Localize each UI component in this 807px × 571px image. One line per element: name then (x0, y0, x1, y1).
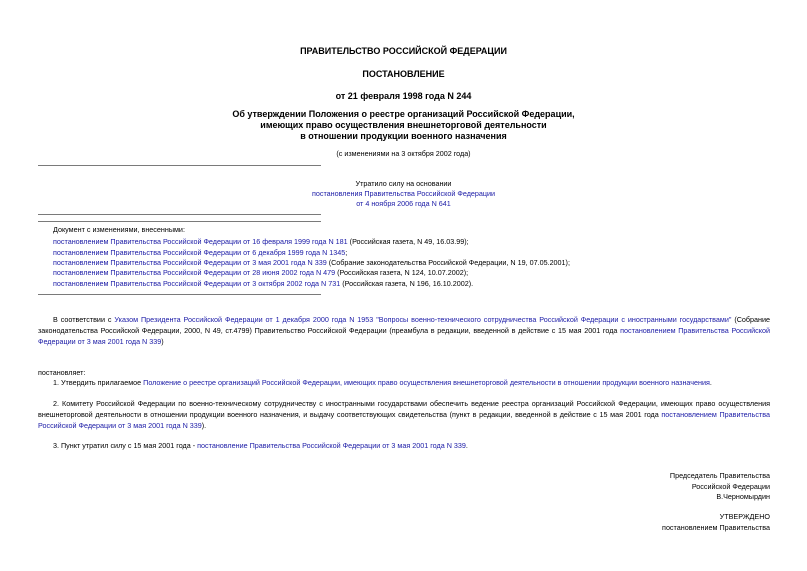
point-3-link[interactable]: постановление Правительства Российской Федерации от 3 мая 2001 года N 339 (197, 441, 466, 450)
change-link[interactable]: постановлением Правительства Российской Федерации от 28 июня 2002 года N 479 (53, 268, 336, 277)
signature-name: В.Черномырдин (716, 492, 770, 501)
divider (38, 214, 321, 215)
change-link[interactable]: постановлением Правительства Российской Федерации от 3 октября 2002 года N 731 (53, 279, 341, 288)
change-note: (Российская газета, N 196, 16.10.2002). (340, 279, 474, 288)
date-number: от 21 февраля 1998 года N 244 (335, 91, 472, 101)
list-item (53, 267, 468, 278)
approved-stamp: УТВЕРЖДЕНО (719, 512, 770, 521)
point-2 (38, 398, 770, 431)
expired-line: Утратило силу на основании (355, 179, 452, 188)
amended-note: (с изменениями на 3 октября 2002 года) (336, 149, 471, 158)
change-link[interactable]: постановлением Правительства Российской Федерации от 3 мая 2001 года N 339 (53, 258, 327, 267)
change-link[interactable]: постановлением Правительства Российской Федерации от 6 декабря 1999 года N 1345 (53, 248, 346, 257)
point-3-text: . (465, 441, 468, 450)
point-2-text: 2. Комитету Российской Федерации по военно-техническому сотрудничеству с иностранными государствами обеспечить ведение реестра организаций Российской Федерации, имеющих право осуществления внешнеторговой деятельности в отношении продукции военного назначения, и выдачу соответствующих свидетельства (пункт в редакции, введенной в действие с 15 мая 2001 года (38, 399, 770, 419)
change-note: (Российская газета, N 124, 10.07.2002); (335, 268, 469, 277)
change-link[interactable]: постановлением Правительства Российской Федерации от 16 февраля 1999 года N 181 (53, 237, 348, 246)
point-2-text: ). (201, 421, 207, 430)
decrees-word: постановляет: (38, 368, 86, 377)
divider (38, 221, 321, 222)
title-line-2: имеющих право осуществления внешнеторговой деятельности (260, 120, 547, 130)
list-item (53, 278, 473, 289)
point-3-text: 3. Пункт утратил силу с 15 мая 2001 года - (53, 441, 198, 450)
doc-type-heading: ПОСТАНОВЛЕНИЕ (362, 69, 445, 79)
preamble-link-decree[interactable]: Указом Президента Российской Федерации от 1 декабря 2000 года N 1953 "Вопросы военно-технического сотрудничества Российской Федерации с иностранными государствами" (114, 315, 732, 324)
preamble-text: ) (161, 337, 164, 346)
expired-link-1[interactable]: постановления Правительства Российской Федерации (311, 189, 496, 198)
preamble (38, 314, 770, 347)
divider (38, 294, 321, 295)
government-heading: ПРАВИТЕЛЬСТВО РОССИЙСКОЙ ФЕДЕРАЦИИ (300, 46, 507, 56)
preamble-link-resolution[interactable]: постановлением Правительства Российской Федерации от 3 мая 2001 года N 339 (38, 326, 770, 346)
list-item (53, 236, 469, 247)
point-1 (53, 377, 770, 388)
changes-intro: Документ с изменениями, внесенными: (53, 225, 185, 234)
signature-position: Председатель Правительства (669, 471, 770, 480)
change-note: (Российская газета, N 49, 16.03.99); (347, 237, 469, 246)
preamble-text: В соответствии с (53, 315, 115, 324)
change-note: ; (345, 248, 348, 257)
title-line-1: Об утверждении Положения о реестре организаций Российской Федерации, (232, 109, 575, 119)
point-3 (53, 440, 468, 451)
point-2-link[interactable]: постановлением Правительства Российской Федерации от 3 мая 2001 года N 339 (38, 410, 770, 430)
point-1-text: . (709, 378, 712, 387)
point-1-text: 1. Утвердить прилагаемое (53, 378, 144, 387)
preamble-text: (Собрание законодательства Российской Федерации, 2000, N 49, ст.4799) Правительство Российской Федерации (преамбула в редакции, введенной в действие с 15 мая 2001 года (38, 315, 771, 335)
expired-link-2[interactable]: от 4 ноября 2006 года N 641 (356, 199, 451, 208)
point-1-link[interactable]: Положение о реестре организаций Российской Федерации, имеющих право осуществления внешнеторговой деятельности в отношении продукции военного назначения (143, 378, 710, 387)
title-line-3: в отношении продукции военного назначения (300, 131, 507, 141)
divider (38, 165, 321, 166)
approved-by: постановлением Правительства (662, 523, 770, 532)
signature-country: Российской Федерации (691, 482, 770, 491)
change-note: (Собрание законодательства Российской Федерации, N 19, 07.05.2001); (326, 258, 570, 267)
